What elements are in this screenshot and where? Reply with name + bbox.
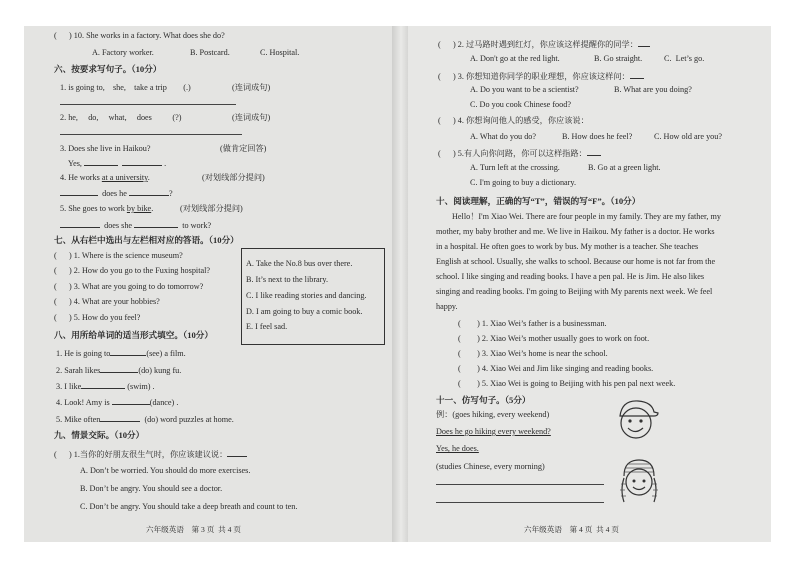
section-10-title: 十、阅读理解，正确的写“T”，错误的写“F”。（10分） — [436, 196, 641, 206]
answer-line-1[interactable] — [436, 484, 604, 485]
s6-item-4: 4. He works at a university. — [60, 173, 150, 182]
s6-item-1: 1. is going to, she, take a trip (.) — [60, 83, 191, 92]
s9-question-4[interactable]: ( ) 4. 你想询问他人的感受，你应该说： — [438, 116, 589, 125]
q10-option-c: C. Hospital. — [260, 48, 300, 57]
passage-line-7: happy. — [436, 302, 458, 311]
s9-question-1[interactable]: ( ) 1.当你的好朋友很生气时，你应该建议说： — [54, 448, 247, 460]
s6-item-2-note: (连词成句) — [232, 113, 271, 122]
passage-line-5: school. I like singing and reading books. I have a pen pal. He is Jim. He also likes — [436, 272, 705, 281]
s9-q5-option-c: C. I'm going to buy a dictionary. — [470, 178, 577, 187]
answer-blank[interactable] — [84, 157, 118, 166]
section-9-title: 九、情景交际。（10分） — [54, 430, 145, 440]
option-e: E. I feel sad. — [246, 322, 288, 331]
section-7-title: 七、从右栏中选出与左栏相对应的答语。（10分） — [54, 235, 239, 245]
fill-blank[interactable] — [112, 396, 150, 405]
s6-item-3: 3. Does she live in Haikou? — [60, 144, 151, 153]
answer-options-box — [241, 248, 385, 345]
tf-statement-5[interactable]: ( ) 5. Xiao Wei is going to Beijing with his pen pal next week. — [458, 379, 676, 388]
answer-blank[interactable] — [129, 187, 169, 196]
q10-option-a: A. Factory worker. — [92, 48, 154, 57]
passage-line-6: singing and reading books. I'm going to Beijing with My parents next week. We feel — [436, 287, 713, 296]
s9-q1-option-c: C. Don’t be angry. You should take a deep breath and count to ten. — [80, 502, 298, 511]
s9-q3-option-a: A. Do you want to be a scientist? — [470, 85, 579, 94]
passage-line-2: mother, my baby brother and me. We live in Haikou. My father is a doctor. He works — [436, 227, 715, 236]
example-answer: Yes, he does. — [436, 444, 479, 453]
passage-line-1: Hello！I'm Xiao Wei. There are four people in my family. They are my father, my — [452, 212, 721, 221]
s9-q1-option-a: A. Don’t be worried. You should do more exercises. — [80, 466, 251, 475]
fill-blank[interactable] — [100, 364, 138, 373]
s7-question-1[interactable]: ( ) 1. Where is the science museum? — [54, 251, 183, 260]
exam-page-4 — [408, 26, 771, 542]
answer-blank[interactable] — [122, 157, 162, 166]
s6-item-5-note: (对划线部分提问) — [180, 204, 243, 213]
tf-statement-1[interactable]: ( ) 1. Xiao Wei’s father is a businessman. — [458, 319, 607, 328]
s9-q5-option-a: A. Turn left at the crossing. — [470, 163, 560, 172]
option-c: C. I like reading stories and dancing. — [246, 291, 367, 300]
s9-q4-option-a: A. What do you do? — [470, 132, 537, 141]
tf-statement-4[interactable]: ( ) 4. Xiao Wei and Jim like singing and reading books. — [458, 364, 654, 373]
s8-item-5: 5. Mike often (do) word puzzles at home. — [56, 415, 234, 424]
q10-line: ( ) 10. She works in a factory. What does she do? — [54, 31, 225, 40]
example-label: 例：(goes hiking, every weekend) — [436, 410, 550, 419]
s6-item-1-note: (连词成句) — [232, 83, 271, 92]
s8-item-1: 1. He is going to (see) a film. — [56, 349, 186, 358]
tf-statement-2[interactable]: ( ) 2. Xiao Wei’s mother usually goes to work on foot. — [458, 334, 650, 343]
section-8-title: 八、用所给单词的适当形式填空。（10分） — [54, 330, 213, 340]
s9-q5-option-b: B. Go at a green light. — [588, 163, 661, 172]
q10-option-b: B. Postcard. — [190, 48, 230, 57]
s7-question-3[interactable]: ( ) 3. What are you going to do tomorrow? — [54, 282, 204, 291]
example-question: Does he go hiking every weekend? — [436, 427, 551, 436]
s9-question-2[interactable]: ( ) 2. 过马路时遇到红灯，你应该这样提醒你的同学： — [438, 38, 650, 50]
s7-question-4[interactable]: ( ) 4. What are your hobbies? — [54, 297, 160, 306]
answer-line-2[interactable] — [436, 502, 604, 503]
s9-q1-option-b: B. Don’t be angry. You should see a doctor. — [80, 484, 223, 493]
answer-blank[interactable] — [134, 219, 178, 228]
page-4-footer: 六年级英语 第 4 页 共 4 页 — [524, 525, 619, 534]
option-d: D. I am going to buy a comic book. — [246, 307, 363, 316]
smiling-boy-with-cap-icon — [614, 396, 660, 442]
passage-line-3: in a hospital. He often goes to work by bus. My mother is a teacher. She teaches — [436, 242, 699, 251]
s6-item-4-note: (对划线部分提问) — [202, 173, 265, 182]
s7-question-5[interactable]: ( ) 5. How do you feel? — [54, 313, 141, 322]
s6-item-2: 2. he, do, what, does (?) — [60, 113, 182, 122]
s9-q2-option-c: C. Let’s go. — [664, 54, 705, 63]
answer-blank[interactable] — [60, 219, 100, 228]
section-11-title: 十一、仿写句子。（5分） — [436, 395, 531, 405]
s9-question-3[interactable]: ( ) 3. 你想知道你同学的职业理想，你应该这样问： — [438, 70, 644, 82]
fill-blank[interactable] — [100, 413, 140, 422]
s9-q2-option-a: A. Don't go at the red light. — [470, 54, 560, 63]
option-a: A. Take the No.8 bus over there. — [246, 259, 353, 268]
s6-item-5-answer: does she to work? — [60, 219, 211, 231]
s6-item-5: 5. She goes to work by bike. — [60, 204, 154, 213]
practice-prompt: (studies Chinese, every morning) — [436, 462, 545, 471]
page-3-footer: 六年级英语 第 3 页 共 4 页 — [146, 525, 241, 534]
s8-item-2: 2. Sarah likes (do) kung fu. — [56, 366, 182, 375]
s6-item-2-answer-line[interactable] — [60, 134, 242, 135]
s9-q4-option-c: C. How old are you? — [654, 132, 722, 141]
fill-blank[interactable] — [81, 380, 125, 389]
exam-page-3 — [24, 26, 396, 542]
s9-q3-option-b: B. What are you doing? — [614, 85, 692, 94]
s7-question-2[interactable]: ( ) 2. How do you go to the Fuxing hospital? — [54, 266, 211, 275]
s8-item-4: 4. Look! Amy is (dance) . — [56, 398, 179, 407]
tf-statement-3[interactable]: ( ) 3. Xiao Wei’s home is near the school. — [458, 349, 608, 358]
s6-item-1-answer-line[interactable] — [60, 104, 236, 105]
s6-item-3-answer: Yes, . — [68, 159, 167, 168]
passage-line-4: English at school. Usually, she walks to school. Because our home is not far from the — [436, 257, 716, 266]
answer-blank[interactable] — [60, 187, 98, 196]
smiling-girl-with-braids-icon — [616, 454, 662, 506]
s6-item-4-answer: does he ? — [60, 187, 173, 199]
s9-question-5[interactable]: ( ) 5.有人向你问路，你可以这样指路： — [438, 147, 601, 159]
s8-item-3: 3. I like (swim) . — [56, 382, 155, 391]
s9-q3-option-c: C. Do you cook Chinese food? — [470, 100, 571, 109]
s6-item-3-note: (做肯定回答) — [220, 144, 267, 153]
s9-q2-option-b: B. Go straight. — [594, 54, 643, 63]
s9-q4-option-b: B. How does he feel? — [562, 132, 633, 141]
option-b: B. It’s next to the library. — [246, 275, 329, 284]
fill-blank[interactable] — [110, 347, 146, 356]
section-6-title: 六、按要求写句子。（10分） — [54, 64, 162, 74]
